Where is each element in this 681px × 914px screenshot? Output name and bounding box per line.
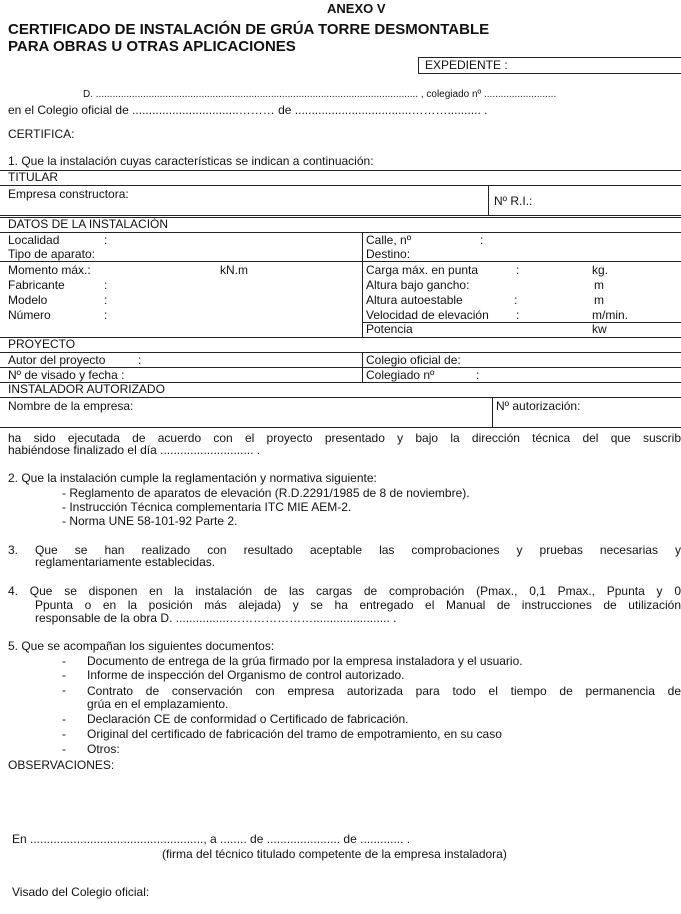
colegio-oficial-label: Colegio oficial de:	[366, 353, 461, 367]
doc-dash-2: -	[62, 668, 66, 682]
kw-unit: kw	[592, 322, 607, 336]
doc-dash-5: -	[62, 727, 66, 741]
doc-1: Documento de entrega de la grúa firmado por la empresa instaladora y el usuario.	[87, 654, 523, 668]
firma-caption: (firma del técnico titulado competente de la empresa instaladora)	[162, 847, 507, 861]
item-2: 2. Que la instalación cumple la reglamentación y normativa siguiente:	[8, 471, 377, 485]
observaciones-label: OBSERVACIONES:	[8, 758, 115, 772]
numero-label: Número	[8, 308, 51, 322]
colegiado-colon: :	[476, 368, 480, 382]
m-unit-2: m	[594, 293, 604, 307]
autorizacion-label: Nº autorización:	[496, 399, 581, 413]
titular-header	[0, 170, 681, 186]
empresa-constructora-label: Empresa constructora:	[8, 187, 129, 201]
certifica-label: CERTIFICA:	[8, 127, 75, 141]
knm-unit: kN.m	[220, 263, 248, 277]
destino-label: Destino:	[366, 247, 411, 261]
item-4-line2: Ppunta o en la posición más alejada) y se ha entregado el Manual de instrucciones de utilización	[35, 598, 681, 612]
norma-3: - Norma UNE 58-101-92 Parte 2.	[62, 514, 238, 528]
doc-2: Informe de inspección del Organismo de control autorizado.	[87, 668, 405, 682]
autoestable-colon: :	[514, 293, 518, 307]
item-1: 1. Que la instalación cuyas características se indican a continuación:	[8, 154, 374, 168]
expediente-box[interactable]	[418, 57, 681, 74]
doc-5: Original del certificado de fabricación del tramo de empotramiento, en su caso	[87, 727, 502, 741]
tipo-rule	[0, 261, 362, 262]
item-3-line2: reglamentariamente establecidas.	[35, 555, 216, 569]
destino-rule	[362, 261, 681, 262]
instalador-header-label: INSTALADOR AUTORIZADO	[8, 382, 165, 396]
item-4-line3: responsable de la obra D. ................…………………....................... .	[35, 611, 397, 625]
instalador-bottom-rule	[0, 427, 681, 428]
doc-3-line2: grúa en el emplazamiento.	[87, 697, 229, 711]
document-title-line2: PARA OBRAS U OTRAS APLICACIONES	[8, 38, 296, 55]
proyecto-header	[0, 337, 681, 353]
momento-label: Momento máx.:	[8, 263, 91, 277]
proyecto-right-rule	[362, 367, 681, 368]
place-date-line: En ...................................................., a ........ de ...................... de ............. .	[12, 832, 411, 846]
autor-label: Autor del proyecto	[8, 353, 106, 367]
tipo-aparato-label: Tipo de aparato:	[8, 247, 95, 261]
modelo-label: Modelo	[8, 293, 48, 307]
velocidad-colon: :	[516, 308, 520, 322]
calle-label: Calle, nº	[366, 233, 412, 247]
proyecto-left-rule	[0, 367, 362, 368]
altura-autoestable-label: Altura autoestable	[366, 293, 463, 307]
item-4-line1: 4. Que se disponen en la instalación de las cargas de comprobación (Pmax., 0,1 Pmax., Ppunta y 0	[8, 584, 681, 598]
technician-name-line: D. .................................................................................................................... , colegiado nº ..........................	[83, 89, 557, 100]
localidad-label: Localidad	[8, 233, 60, 247]
doc-4: Declaración CE de conformidad o Certificado de fabricación.	[87, 712, 409, 726]
numero-colon: :	[104, 308, 108, 322]
modelo-colon: :	[104, 293, 108, 307]
proyecto-header-label: PROYECTO	[8, 337, 76, 351]
colegio-line: en el Colegio oficial de ................................……… de ...................................……….......... .	[8, 103, 488, 117]
calle-colon: :	[480, 233, 484, 247]
autor-colon: :	[138, 353, 142, 367]
norma-1: - Reglamento de aparatos de elevación (R.D.2291/1985 de 8 de noviembre).	[62, 486, 470, 500]
item-3-line1: 3. Que se han realizado con resultado aceptable las comprobaciones y pruebas necesarias y	[8, 543, 681, 557]
colegiado-label: Colegiado nº	[366, 368, 435, 382]
carga-colon: :	[516, 263, 520, 277]
doc-dash-1: -	[62, 654, 66, 668]
nri-label: Nº R.I.:	[494, 194, 533, 208]
visado-fecha-label: Nº de visado y fecha :	[8, 368, 125, 382]
ejecutada-line1: ha sido ejecutada de acuerdo con el proyecto presentado y bajo la dirección técnica del que suscrib	[8, 431, 681, 445]
doc-6: Otros:	[87, 742, 120, 756]
ejecutada-line2: habiéndose finalizado el día ............................ .	[8, 443, 261, 457]
item-5: 5. Que se acompañan los siguientes documentos:	[8, 639, 275, 653]
kg-unit: kg.	[592, 263, 609, 277]
potencia-label: Potencia	[366, 322, 413, 336]
doc-dash-4: -	[62, 712, 66, 726]
nombre-empresa-label: Nombre de la empresa:	[8, 399, 134, 413]
carga-label: Carga máx. en punta	[366, 263, 479, 277]
instalador-divider	[492, 397, 493, 427]
titular-bottom-rule	[0, 215, 681, 216]
altura-gancho-label: Altura bajo gancho:	[366, 278, 470, 292]
norma-2: - Instrucción Técnica complementaria ITC MIE AEM-2.	[62, 500, 352, 514]
visado-colegio-label: Visado del Colegio oficial:	[12, 885, 150, 899]
velocidad-label: Velocidad de elevación	[366, 308, 489, 322]
mmin-unit: m/min.	[592, 308, 628, 322]
titular-header-label: TITULAR	[8, 170, 59, 184]
instalador-header	[0, 382, 681, 398]
m-unit-1: m	[594, 278, 604, 292]
doc-dash-3: -	[62, 683, 66, 697]
doc-dash-6: -	[62, 742, 66, 756]
annex-label: ANEXO V	[327, 1, 386, 16]
fabricante-label: Fabricante	[8, 278, 65, 292]
datos-header	[0, 217, 681, 233]
datos-header-label: DATOS DE LA INSTALACIÓN	[8, 217, 169, 231]
titular-divider	[488, 185, 489, 215]
expediente-label: EXPEDIENTE :	[425, 58, 508, 72]
doc-3-line1: Contrato de conservación con empresa autorizada para todo el tiempo de permanencia de	[87, 684, 681, 698]
fabricante-colon: :	[104, 278, 108, 292]
document-title-line1: CERTIFICADO DE INSTALACIÓN DE GRÚA TORRE DESMONTABLE	[8, 21, 490, 38]
localidad-colon: :	[104, 233, 108, 247]
